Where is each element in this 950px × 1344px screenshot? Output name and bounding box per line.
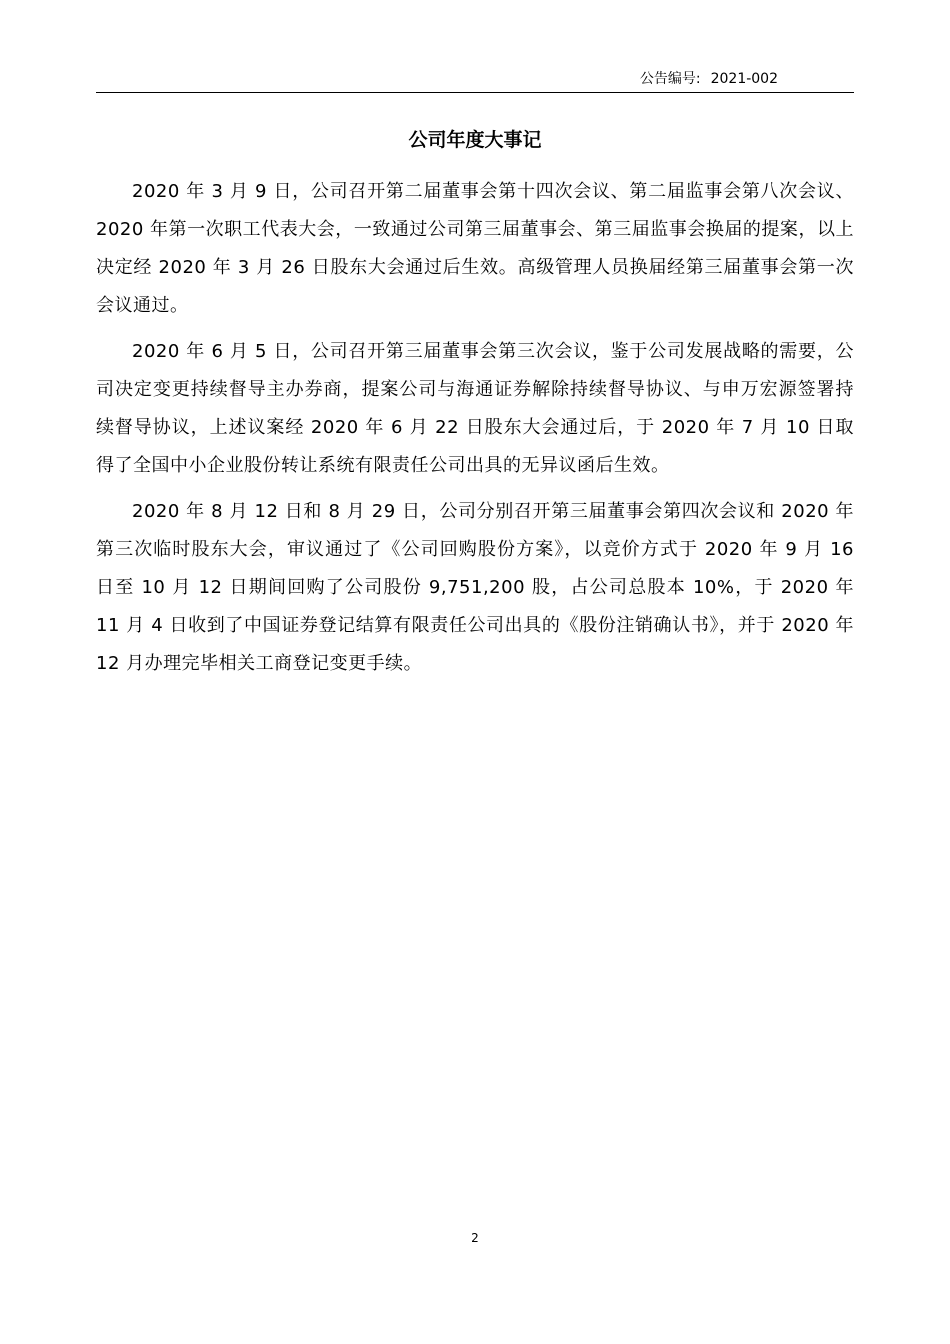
paragraph-share-repurchase: 2020 年 8 月 12 日和 8 月 29 日，公司分别召开第三届董事会第四次会议和 2020 年第三次临时股东大会，审议通过了《公司回购股份方案》，以竞价方式于 2020 年 9 月 16 日至 10 月 12 日期间回购了公司股份 9,751,200 股，占公司总股本 10%，于 2020 年 11 月 4 日收到了中国证券登记结算有限责任公司出具的《股份注销确认书》，并于 2020 年 12 月办理完毕相关工商登记变更手续。 [96,501,854,674]
page-number: 2 [471,1231,479,1245]
paragraph-broker-change: 2020 年 6 月 5 日，公司召开第三届董事会第三次会议，鉴于公司发展战略的需要，公司决定变更持续督导主办券商，提案公司与海通证券解除持续督导协议、与申万宏源签署持续督导协议，上述议案经 2020 年 6 月 22 日股东大会通过后，于 2020 年 7 月 10 日取得了全国中小企业股份转让系统有限责任公司出具的无异议函后生效。 [96,341,854,476]
announcement-value: 2021-002 [710,71,778,87]
announcement-label: 公告编号: [639,71,701,87]
document-body [96,173,854,691]
announcement-number [640,70,778,88]
page-header [96,70,854,93]
page-title: 公司年度大事记 [408,129,542,151]
paragraph-board-election: 2020 年 3 月 9 日，公司召开第二届董事会第十四次会议、第二届监事会第八次会议、2020 年第一次职工代表大会，一致通过公司第三届董事会、第三届监事会换届的提案，以上决定经 2020 年 3 月 26 日股东大会通过后生效。高级管理人员换届经第三届董事会第一次会议通过。 [96,181,854,316]
